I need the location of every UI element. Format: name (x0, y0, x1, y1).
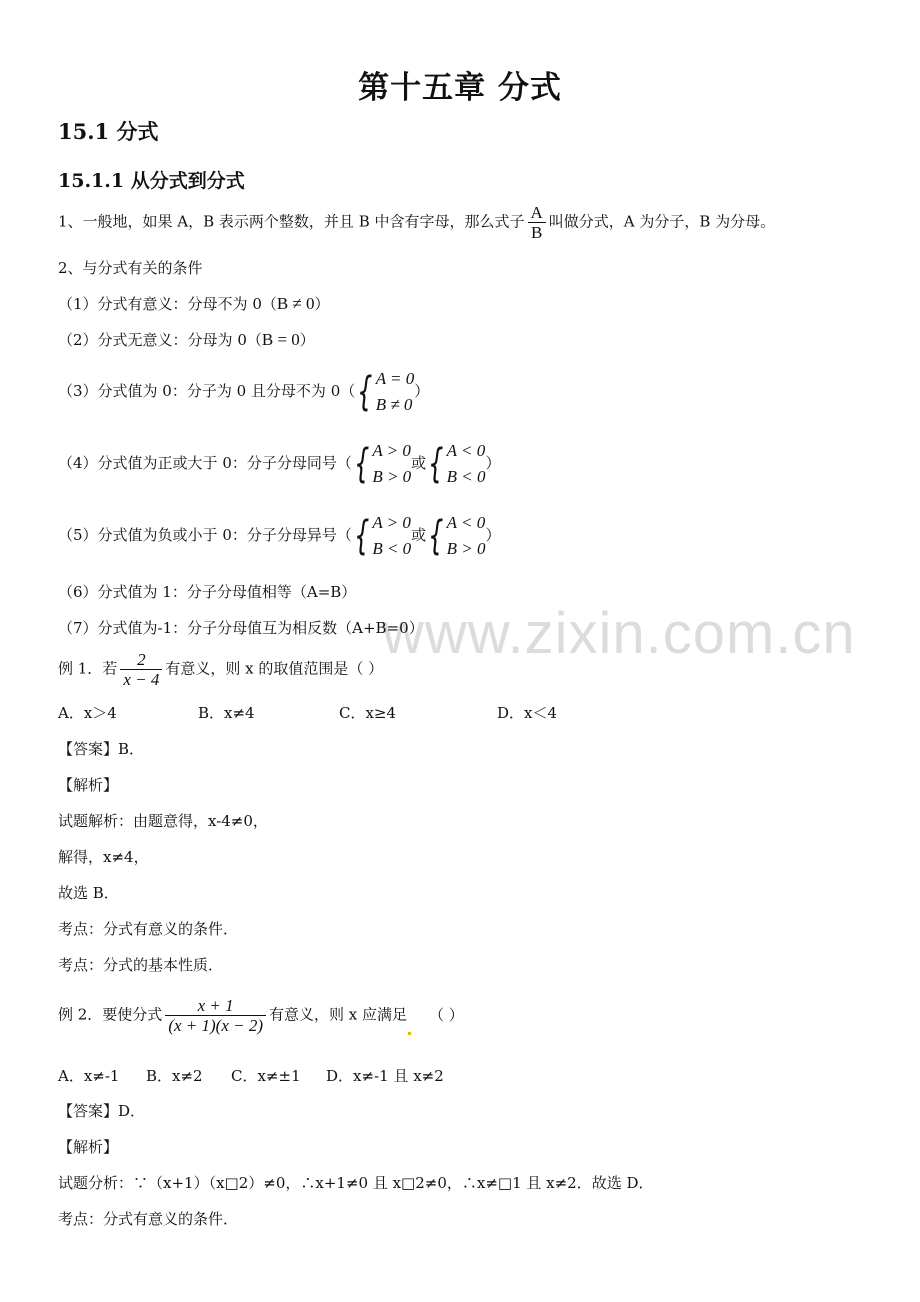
example-2-analysis-line: 试题分析：∵（x+1）（x□2）≠0，∴x+1≠0 且 x□2≠0，∴x≠□1 且 x≠2．故选 D． (58, 1174, 654, 1192)
example-1-analysis-line: 解得，x≠4， (58, 848, 149, 866)
section-heading: 15.1 分式 (58, 119, 159, 144)
definition-text-end: 叫做分式，A 为分子，B 为分母。 (548, 212, 776, 231)
example-1-option-c: C．x≥4 (339, 704, 397, 722)
system-row: A = 0 (375, 369, 415, 388)
condition-1 (58, 294, 330, 314)
highlight-dot (408, 1032, 411, 1035)
condition-4-text: （4）分式值为正或大于 0：分子分母同号（ (58, 454, 352, 472)
condition-1-text: （1）分式有意义：分母不为 0（ (58, 295, 277, 313)
example-1-question (58, 650, 383, 689)
example-1-suffix: 有意义，则 x 的取值范围是（ ） (165, 659, 384, 678)
condition-3 (58, 366, 429, 418)
condition-4-system-b: { A < 0 B < 0 (426, 438, 485, 490)
condition-2 (58, 330, 315, 350)
condition-4-system-a: { A > 0 B > 0 (352, 438, 411, 490)
condition-3-text: （3）分式值为 0：分子为 0 且分母不为 0（ (58, 382, 356, 400)
example-2-option-c: C．x≠±1 (231, 1067, 301, 1085)
condition-1-math: B ≠ 0 (276, 294, 315, 313)
watermark: www.zixin.com.cn (382, 601, 856, 666)
condition-5-system-a: { A > 0 B < 0 (352, 510, 411, 562)
or-word: 或 (411, 454, 427, 472)
example-1-knowledge-point: 考点：分式的基本性质． (58, 956, 224, 974)
condition-2-math: B = 0 (261, 330, 300, 349)
system-row: B ≠ 0 (375, 395, 413, 414)
fraction-numerator: 2 (137, 650, 146, 669)
example-1-option-b: B．x≠4 (198, 704, 255, 722)
condition-3-system: { A = 0 B ≠ 0 (355, 366, 414, 418)
condition-3-close: ） (414, 382, 430, 400)
fraction-numerator: x + 1 (197, 996, 234, 1015)
condition-7: （7）分式值为-1：分子分母值互为相反数（A+B=0） (58, 619, 424, 637)
example-2-option-a: A．x≠-1 (58, 1067, 120, 1085)
fraction-denominator: B (530, 223, 543, 242)
system-row: B > 0 (372, 467, 412, 486)
example-2-analysis-label: 【解析】 (58, 1138, 119, 1156)
fraction-numerator: A (530, 203, 543, 222)
subsection-heading: 15.1.1 从分式到分式 (58, 170, 245, 192)
condition-2-close: ） (299, 331, 315, 349)
condition-6: （6）分式值为 1：分子分母值相等（A=B） (58, 583, 357, 601)
system-row: B > 0 (446, 539, 486, 558)
condition-5-text: （5）分式值为负或小于 0：分子分母异号（ (58, 526, 352, 544)
definition-text: 1、一般地，如果 A，B 表示两个整数，并且 B 中含有字母，那么式子 (58, 212, 525, 231)
system-row: A < 0 (446, 441, 486, 460)
fraction-denominator: x − 4 (123, 670, 160, 689)
example-1-analysis-line: 试题解析：由题意得，x-4≠0， (58, 812, 268, 830)
condition-2-text: （2）分式无意义：分母为 0（ (58, 331, 262, 349)
fraction-a-over-b (528, 203, 546, 242)
example-1-prefix: 例 1．若 (58, 659, 118, 678)
condition-5 (58, 510, 501, 562)
conditions-heading: 2、与分式有关的条件 (58, 259, 203, 277)
system-row: B < 0 (372, 539, 412, 558)
system-row: A > 0 (372, 441, 411, 460)
condition-4-close: ） (485, 454, 501, 472)
example-1-analysis-line: 故选 B． (58, 884, 119, 902)
chapter-title: 第十五章 分式 (358, 70, 562, 106)
example-2-answer: 【答案】D． (58, 1102, 146, 1120)
example-2-prefix: 例 2．要使分式 (58, 1005, 163, 1024)
example-2-answer-paren: （ ） (429, 1005, 464, 1024)
example-1-fraction (120, 650, 162, 689)
example-2-question (58, 996, 464, 1035)
definition-paragraph (58, 203, 775, 242)
condition-5-close: ） (485, 526, 501, 544)
condition-1-close: ） (314, 295, 330, 313)
example-1-answer: 【答案】B． (58, 740, 145, 758)
fraction-denominator: (x + 1)(x − 2) (168, 1016, 263, 1035)
example-2-option-d: D．x≠-1 且 x≠2 (326, 1067, 444, 1085)
example-2-suffix: 有意义，则 x 应满足 (269, 1005, 407, 1024)
example-1-analysis-label: 【解析】 (58, 776, 119, 794)
example-2-knowledge-point: 考点：分式有意义的条件． (58, 1210, 239, 1228)
example-2-fraction (165, 996, 266, 1035)
example-1-option-a: A．x＞4 (58, 704, 117, 722)
system-row: A < 0 (446, 513, 486, 532)
example-1-knowledge-point: 考点：分式有意义的条件． (58, 920, 239, 938)
system-row: A > 0 (372, 513, 411, 532)
condition-4 (58, 438, 501, 490)
condition-5-system-b: { A < 0 B > 0 (426, 510, 485, 562)
example-1-option-d: D．x＜4 (497, 704, 558, 722)
example-2-option-b: B．x≠2 (146, 1067, 203, 1085)
system-row: B < 0 (446, 467, 486, 486)
or-word: 或 (411, 526, 427, 544)
